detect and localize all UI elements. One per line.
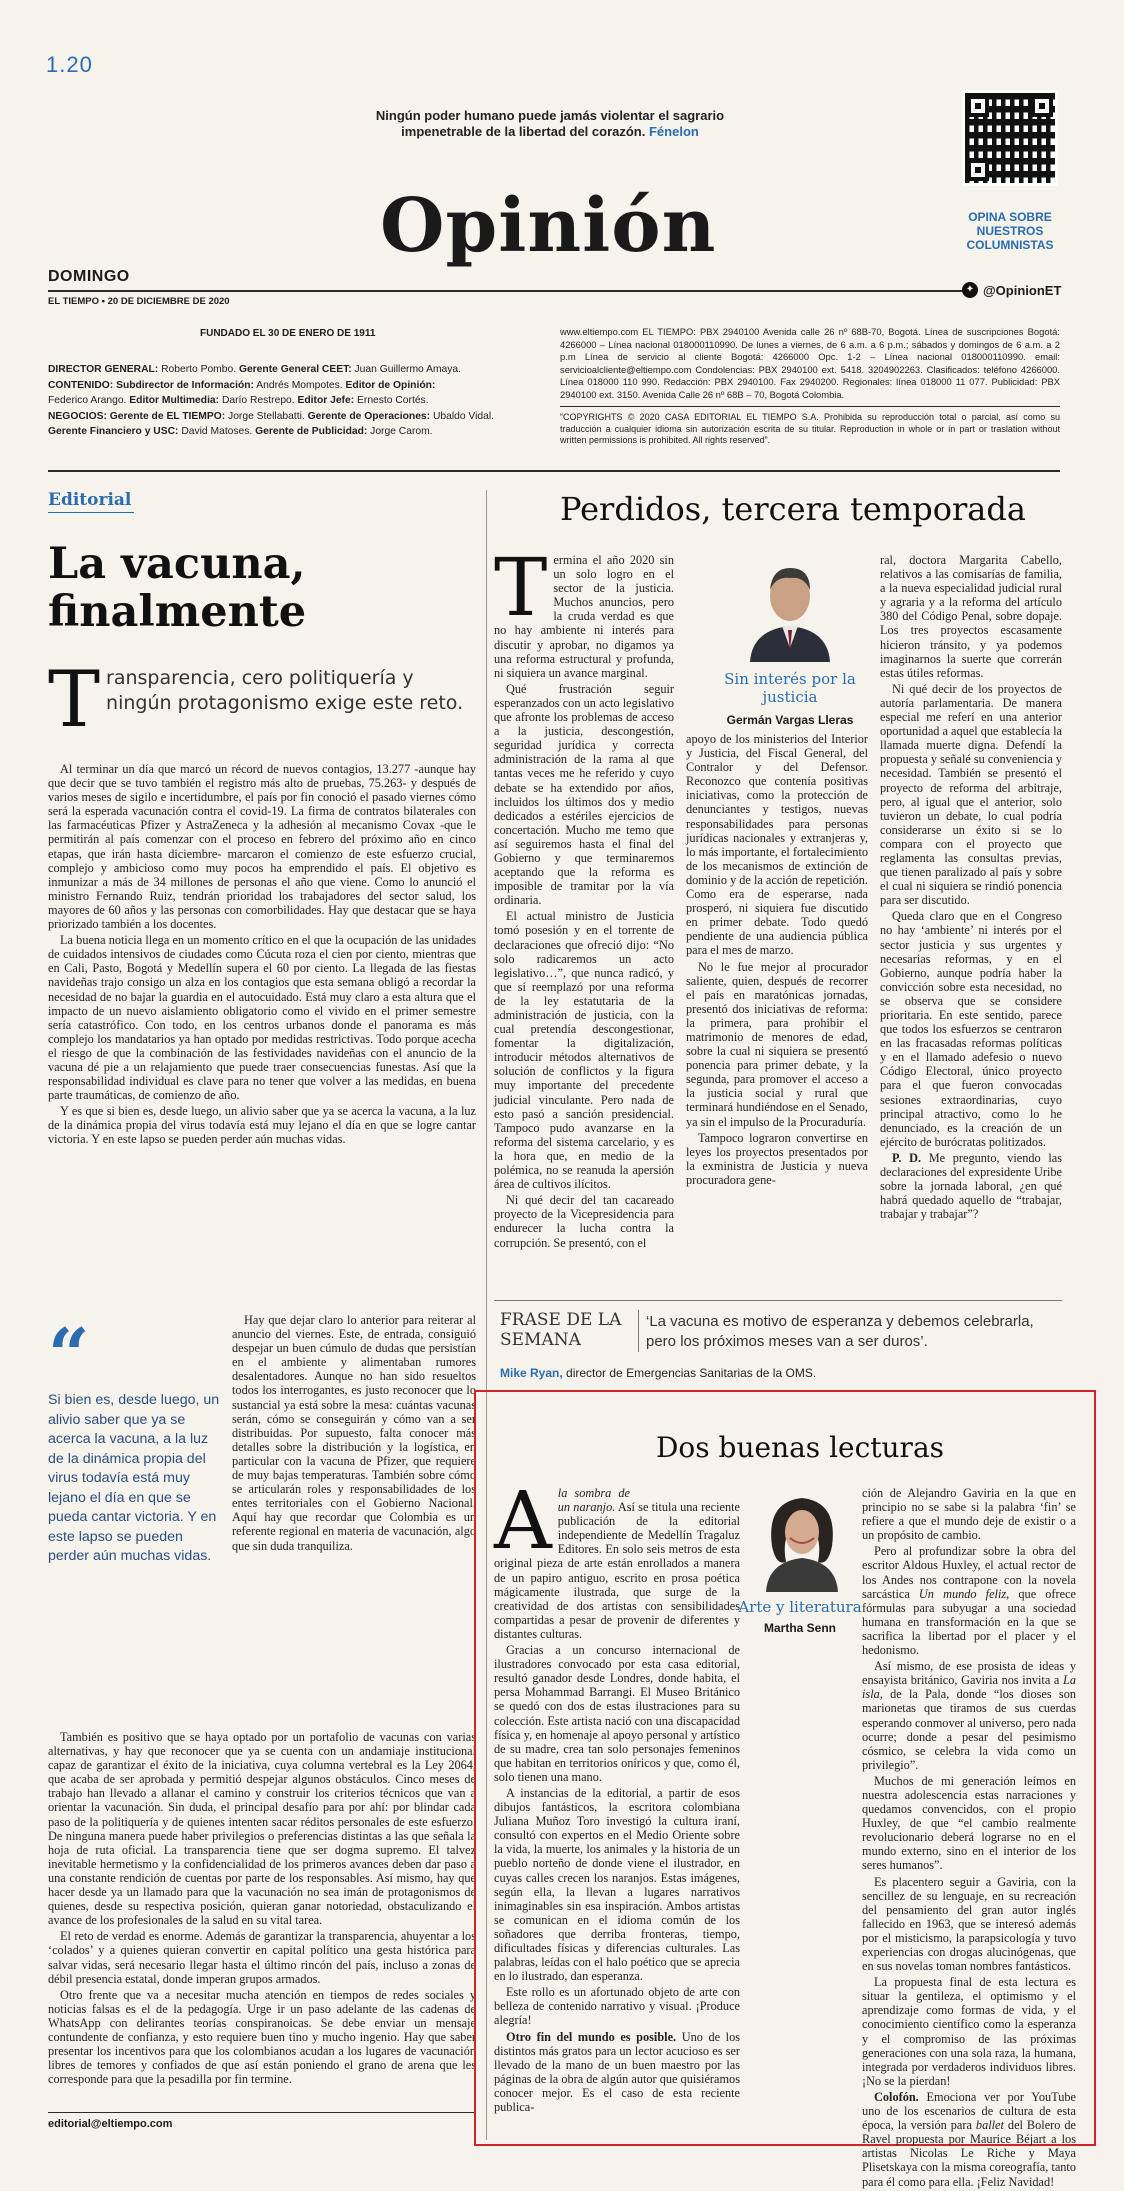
editorial-lead bbox=[48, 655, 468, 745]
drop-cap: A bbox=[494, 1474, 552, 1567]
editorial-paragraph: El reto de verdad es enorme. Además de garantizar la transparencia, ahuyentar a los ‘colados’ y a quienes quieran convertir en capital político una gesta histórica para salvar vidas, será necesario llegar hasta el último rincón del país, incluso a zonas de débil presencia estatal, donde imperan grupos armados. bbox=[48, 1929, 476, 1986]
column-paragraph: Ni qué decir del tan cacareado proyecto de la Vicepresidencia para endurecer la lucha contra la corrupción. Se presentó, con el bbox=[494, 1193, 674, 1250]
quote-week-label-line: FRASE DE LA bbox=[500, 1310, 622, 1330]
copyright-notice: “COPYRIGHTS © 2020 CASA EDITORIAL EL TIEMPO S.A. Prohibida su reproducción total o parcial, así como su traducción a cualquier idioma sin autorización escrita de su titular. Reproduction in whole or in part or traslation without written permissions is prohibited. All rights reserved”. bbox=[560, 412, 1060, 445]
column1-right bbox=[880, 553, 1062, 1223]
twitter-link[interactable] bbox=[962, 282, 1061, 298]
column2-title: Dos buenas lecturas bbox=[655, 1431, 945, 1464]
column2-name: Arte y literatura bbox=[738, 1598, 862, 1616]
column-paragraph: El actual ministro de Justicia tomó posesión y en el torrente de declaraciones que ofreció dijo: “No solo radicaremos un acto legislativo…”, que nunca radicó, y que sí reemplazó por una reforma de la ley estatutaria de la administración de justicia, con la cual pretendía descongestionar, fomentar la digitalización, introducir métodos alternativos de solución de conflictos y la figura muy importante del precedente judicial vinculante. Pero nada de esto pasó a sanción presidencial. Tampoco pudo avanzarse en la reforma del sistema carcelario, y es la hora que, en medio de la polémica, no se reanuda la apersión área de cultivos ilícitos. bbox=[494, 909, 674, 1192]
drop-cap: T bbox=[494, 541, 548, 634]
column-paragraph: ción de Alejandro Gaviria en la que en principio no se sabe si la palabra ‘fin’ se refiere a que el mundo deje de existir o a un propósito de cambio. bbox=[862, 1486, 1076, 1543]
editorial-title-line: finalmente bbox=[48, 587, 307, 637]
founded-line: FUNDADO EL 30 DE ENERO DE 1911 bbox=[200, 328, 376, 339]
column-paragraph: Tampoco lograron convertirse en leyes los proyectos presentados por la exministra de Justicia y nueva procuradora gene- bbox=[686, 1130, 868, 1187]
column-paragraph: Uno de los distintos más gratos para un lector acucioso es ser llevado de la mano de un buen maestro por las páginas de la obra de algún autor que quisiéramos conocer mejor. Es el caso de esta reciente publica- bbox=[494, 2029, 741, 2115]
editorial-title-line: La vacuna, bbox=[48, 539, 306, 589]
twitter-handle: @OpinionET bbox=[983, 282, 1062, 298]
column2-left bbox=[494, 1474, 741, 2116]
author-photo-icon bbox=[742, 552, 838, 662]
editorial-body-top bbox=[48, 762, 476, 1149]
quote-week-label bbox=[500, 1310, 621, 1350]
column-paragraph: Ni qué decir de los proyectos de autoría parlamentaria. De manera especial me referí en una anterior oportunidad a aquel que establecía la llamada muerte digna. Defendí la propuesta y señalé su conveniencia y necesidad. También se presentó el proyecto de reforma del arbitraje, pero, al igual que el anterior, solo tuvieron un debate, lo cual podría considerarse un éxito si se lo compara con el proyecto que reglamenta las consultas previas, que tienen paralizado al país y sobre el cual ni siquiera se rindió ponencia para ser discutido. bbox=[880, 681, 1062, 908]
date-line: EL TIEMPO • 20 DE DICIEMBRE DE 2020 bbox=[48, 296, 230, 307]
page-number: 1.20 bbox=[46, 52, 93, 77]
quote-line-2: impenetrable de la libertad del corazón. bbox=[401, 124, 646, 139]
column-title: Perdidos, tercera temporada bbox=[560, 490, 1026, 528]
column2-author: Martha Senn bbox=[763, 1621, 836, 1635]
staff-credits: DIRECTOR GENERAL: Roberto Pombo. Gerente General CEET: Juan Guillermo Amaya. CONTENIDO: Subdirector de Información: Andrés Mompotes. Editor de Opinión: Federico Arango. Editor Multimedia: Darío Restrepo. Editor Jefe: Ernesto Cortés. NEGOCIOS: Gerente de EL TIEMPO: Jorge Stellabatti. Gerente de Operaciones: Ubaldo Vidal. Gerente Financiero y USC: David Matoses. Gerente de Publicidad: Jorge Carom. bbox=[48, 364, 495, 438]
editorial-email[interactable]: editorial@eltiempo.com bbox=[48, 2118, 173, 2130]
column-paragraph: Así se titula una reciente publicación de la editorial independiente de Medellín Tragaluz Editores. En solo seis metros de esta original pieza de arte están enrollados a manera de un papiro antiguo, escrito en prosa poética mágicamente ilustrada, que surge de la creatividad de dos artistas con sensibilidades compartidas a pesar de provenir de diferentes y distantes culturas. bbox=[494, 1500, 740, 1641]
section-lead: Colofón. bbox=[874, 2089, 919, 2104]
column-paragraph: Es placentero seguir a Gaviria, con la sencillez de su lenguaje, en su recreación del pensamiento del gran autor inglés fallecido en 1963, que se interesó además por el misticismo, la parapsicología y tuvo experiencias con drogas alucinógenas, que en sus novelas toman nombres fantásticos. bbox=[862, 1874, 1076, 1974]
ps-text: Me pregunto, viendo las declaraciones del expresidente Uribe sobre la jornada laboral, ¿en qué habrá quedado aquello de “trabajar, trabajar y trabajar”? bbox=[880, 1150, 1062, 1222]
column-paragraph: No le fue mejor al procurador saliente, quien, después de recorrer el país en maratónicas jornadas, presentó dos iniciativas de reforma: la primera, para prohibir el matrimonio de menores de edad, sobre la cual ni siquiera se presentó ponencia para primer debate, y la segunda, para promover el acceso a la justicia social y rural que terminará hundiéndose en el Senado, ya sin el impulso de la Procuraduría. bbox=[686, 959, 868, 1129]
editorial-paragraph: Hay que dejar claro lo anterior para reiterar al anuncio del viernes. Este, de entrada, consiguió despejar un buen cúmulo de dudas que persistían en el ambiente y alimentaban rumores desalentadores. Aunque no han sido resueltos todos los interrogantes, es justo reconocer que lo sustancial ya está sobre la mesa: cuántas vacunas serán, cómo se conseguirán y cómo van a ser distribuidas. Por supuesto, falta conocer más detalles sobre la distribución y la logística, en particular con la vacuna de Pfizer, que requiere de muy bajas temperaturas. También sobre cómo se articularán roles y responsabilidades de los entes territoriales con el Gobierno Nacional. Aquí hay que recordar que Colombia es un referente regional en materia de vacunación, algo que sin duda tranquiliza. bbox=[232, 1313, 476, 1553]
editorial-paragraph: Y es que si bien es, desde luego, un alivio saber que ya se acerca la vacuna, a la luz de la dinámica propia del virus todavía está muy lejano el día en que se logre cantar victoria. Y en este lapso se pueden perder aún muchas vidas. bbox=[48, 1104, 476, 1147]
qr-code[interactable] bbox=[962, 90, 1058, 186]
editorial-paragraph: Al terminar un día que marcó un récord de nuevos contagios, 13.277 -aunque hay que decir que se tuvo también el registro más alto de pruebas, 75.263- y después de varios meses de sigilo e incertidumbre, el país por fin conoció el pasado viernes cómo será la esperada vacunación contra el covid-19. La firma de contratos bilaterales con las farmacéuticas Pfizer y AstraZeneca y la adhesión al mecanismo Covax -que le permitirán al país comenzar con el proceso en febrero del próximo año en cinco etapas, que irán hasta diciembre- marcaron el comienzo de este esfuerzo crucial, complejo y ambicioso como muy pocos ha emprendido el país. El objetivo es inmunizar a más de 34 millones de personas el año que viene. Como lo anunció el ministro Fernando Ruiz, tendrán prioridad los trabajadores del sector salud, los mayores de 60 años y las personas con comorbilidades. Hay que destacar que se haya priorizado también a los docentes. bbox=[48, 762, 476, 932]
section-title: Opinión bbox=[380, 183, 717, 269]
column-paragraph: A instancias de la editorial, a partir de esos dibujos fantásticos, la escritora colombiana Juliana Muñoz Toro investigó la cultura iraní, consultó con expertos en el Medio Oriente sobre la vida, la muerte, los animales y la historia de un pueblo norteño de donde viene el ilustrador, en cuyas calles crecen los naranjos. Estas imágenes, según ella, la llevan a lugares narrativos inimaginables sin esa inspiración. Ambos artistas se comunican en el idioma común de los soñadores que derriba fronteras, tiempo, dificultades físicas y diferencias culturales. Las palabras, leídas con el halo poético que se aprecia en lo ilustrado, dan esperanza. bbox=[494, 1785, 740, 1984]
column-author: Germán Vargas Lleras bbox=[726, 713, 854, 727]
lead-text: ransparencia, cero politiquería y ningún protagonismo exige este reto. bbox=[106, 667, 464, 714]
quote-week-label-line: SEMANA bbox=[500, 1330, 581, 1350]
editorial-body-mid bbox=[232, 1313, 476, 1555]
quote-week-attribution bbox=[500, 1366, 816, 1380]
column-paragraph: Qué frustración seguir esperanzados con un acto legislativo que afronte los problemas de acceso a la justicia, descongestión, seguridad jurídica y correcta administración de la rama al que tantas veces me he referido y cuyo debate se ha extendido por años, incluidos los últimos dos y medio dedicados a estériles ejercicios de concertación. Mucho me temo que así seguiremos hasta el final del Gobierno y que terminaremos aceptando que la reforma es imposible de tramitar por la vía ordinaria. bbox=[494, 681, 674, 908]
author-portrait bbox=[742, 552, 838, 662]
pull-quote bbox=[48, 1312, 223, 1567]
column-paragraph: Este rollo es un afortunado objeto de arte con belleza de contenido narrativo y visual. ¡Produce alegría! bbox=[494, 1985, 740, 2028]
author-photo-icon bbox=[752, 1482, 852, 1592]
qr-caption-line: NUESTROS bbox=[976, 224, 1044, 238]
column1-middle bbox=[686, 732, 868, 1189]
quote-week-author: Mike Ryan, bbox=[500, 1366, 563, 1380]
book-title: Un mundo feliz, bbox=[918, 1586, 1010, 1601]
book-title: la sombra de un naranjo. bbox=[557, 1486, 630, 1515]
drop-cap: T bbox=[48, 655, 101, 745]
column-name-line: justicia bbox=[762, 688, 818, 706]
quote-week-text: ‘La vacuna es motivo de esperanza y debemos celebrarla, pero los próximos meses van a ser duros’. bbox=[646, 1313, 1034, 1350]
column-paragraph: Queda claro que en el Congreso no hay ‘ambiente’ ni interés por el sector justicia y sus urgentes y necesarias reformas, y en el Gobierno, aunque podría haber la convicción sobre esta necesidad, no se observa que se considere prioritaria. En este sentido, parece que todos los esfuerzos se centraron en las fracasadas reformas políticas y en el llamado adefesio o nuevo Código Electoral, único proyecto para el que fueron convocadas sesiones extraordinarias, cuyo principal atractivo, como lo he denunciado, es la creación de un ejército de burócratas politizados. bbox=[880, 909, 1062, 1149]
column-paragraph: Muchos de mi generación leímos en nuestra adolescencia estas narraciones y quedamos convencidos, con el propio Huxley, de que “el cambio realmente revolucionario deberá lograrse no en el mundo externo, sino en el interior de los seres humanos”. bbox=[862, 1773, 1076, 1873]
pull-quote-text: Si bien es, desde luego, un alivio saber que ya se acerca la vacuna, a la luz de la dinámica propia del virus todavía está muy lejano el día en que se pueda cantar victoria. Y en este lapso se pueden perder aún muchas vidas. bbox=[48, 1392, 220, 1564]
twitter-icon: ✦ bbox=[962, 282, 978, 298]
author-portrait bbox=[752, 1482, 852, 1592]
column1-left bbox=[494, 541, 674, 1252]
editorial-body-bottom bbox=[48, 1730, 476, 2088]
editorial-paragraph: También es positivo que se haya optado por un portafolio de vacunas con varias alternativas, y hay que reconocer que ya se cuenta con un andamiaje institucional capaz de garantizar el éxito de la iniciativa, cuya columna vertebral es la Ley 2064, que acaba de ser aprobada y permitió despejar algunos obstáculos. Cinco meses de trabajo han llevado a allanar el camino y construir los criterios técnicos que van a orientar la vacunación. Sin duda, el principal desafío para por ahí: por blindar cada paso de la politiquería y de quienes intenten sacar réditos personales de este esfuerzo. De ninguna manera puede haber privilegios o preferencias distintas a las que señala la hoja de ruta oficial. La transparencia tiene que ser dogma supremo. El talvez inevitable hermetismo y la confidencialidad de los primeros avances deben dar paso a una constante rendición de cuentas por parte de los responsables. Así mismo, hay que hacer desde ya un llamado para que la vacunación no sea imán de protagonismos de quienes, desde su respectiva posición, quieran ganar notoriedad, obstaculizando el avance de los profesionales de la salud en su vital tarea. bbox=[48, 1730, 476, 1928]
column-paragraph: Gracias a un concurso internacional de ilustradores convocado por esta casa editorial, resultó ganador desde Londres, donde habita, el persa Mohammad Barrangi. El Museo Británico se quedó con dos de estas ilustraciones para su colección. Este artista nació con una discapacidad física y, en homenaje al apoyo personal y artístico de su madre, crea tan solo personajes femeninos que habitan en territorios oníricos y que, como él, solo tienen una mano. bbox=[494, 1643, 740, 1784]
quote-author: Fénelon bbox=[648, 124, 699, 139]
editorial-paragraph: Otro frente que va a necesitar mucha atención en tiempos de redes sociales y noticias falsas es el de la pedagogía. Urge ir un paso adelante de las cadenas de WhatsApp con delirantes teorías conspiranoicas. Se debe enviar un mensaje contundente de confianza, y esto requiere buen tino y mucho ingenio. Hay que saber presentar los incentivos para que los colombianos acudan a los lugares de vacunación libres de temores y confiados de que así están poniendo el grano de arena que les corresponde para que la pesadilla por fin termine. bbox=[48, 1987, 476, 2087]
day-label: DOMINGO bbox=[48, 268, 130, 285]
qr-caption bbox=[950, 210, 1070, 252]
masthead-quote bbox=[300, 108, 800, 140]
editorial-kicker: Editorial bbox=[48, 490, 132, 510]
qr-caption-line: OPINA SOBRE bbox=[968, 210, 1052, 224]
editorial-paragraph: La buena noticia llega en un momento crítico en el que la ocupación de las unidades de cuidados intensivos de ciudades como Cúcuta roza el cien por ciento, mientras que en Cali, Pasto, Bogotá y Medellín supera el 60 por ciento. La llegada de las fiestas navideñas trajo consigo un alza en los contagios que esta semana obligó a recordar la necesidad de no bajar la guardia en el autocuidado. Está muy claro a esta altura que el impacto de un nuevo aislamiento obligatorio como el vivido en el primer semestre sería catastrófico. Con todo, en los centros urbanos donde el panorama es más complejo los mandatarios ya han optado por medidas restrictivas. Todo porque acecha el riesgo de que la combinación de las festividades navideñas con el anuncio de la vacuna dé pie a un relajamiento que puede traer consecuencias funestas. Así que la responsabilidad individual es clave para no tener que volver a las medidas, en buena parte traumáticas, de comienzo de año. bbox=[48, 933, 476, 1103]
contact-info: www.eltiempo.com EL TIEMPO: PBX 2940100 Avenida calle 26 nº 68B-70, Bogotá. Línea de suscripciones Bogotá: 4266000 – Línea nacional 018000110990. De lunes a viernes, de 6 a.m. a 6 p.m.; sábados y domingos de 6 a.m. a 2 p.m Línea de servicio al cliente Bogotá: 4266000 Opc. 1-2 – Línea nacional 018000110990. email: servicioalcliente@eltiempo.com Condolencias: PBX 2940100 ext. 5418. 3204902263. Clasificados: teléfono 4266000. Línea 018000 110 990. Redacción: PBX 2940100. Fax 2940200. Regionales: línea 018000 11 077. Publicidad: PBX 2940100 ext. 3150. Avenida Calle 26 nº 68B – 70, Bogotá Colombia. bbox=[560, 326, 1060, 400]
column-name bbox=[700, 670, 880, 706]
column-paragraph: ral, doctora Margarita Cabello, relativos a las comisarías de familia, a la nueva especialidad judicial rural y agraria y a la reforma del artículo 380 del Código Penal, sobre dopaje. Los tres proyectos escasamente hicieron tránsito, y ya podemos imaginarnos la suerte que correrán estas útiles reformas. bbox=[880, 553, 1062, 680]
column-paragraph: apoyo de los ministerios del Interior y Justicia, del Fiscal General, del Contralor y del Defensor. Reconozco que contenía positivas iniciativas, como la protección de denunciantes y testigos, nuevas responsabilidades para personas jurídicas nacionales y extranjeras y, lo más importante, el fortalecimiento de los mecanismos de extinción de dominio y de la acción de repetición. Como era de esperarse, nada prosperó, ni siquiera fue discutido en primer debate. Todo quedó pendiente de una audiencia pública para el mes de marzo. bbox=[686, 732, 869, 958]
column-paragraph: ermina el año 2020 sin un solo logro en el sector de la justicia. Muchos anuncios, pero la cruda verdad es que no hay ambiente ni interés para discutir y aprobar, no digamos ya una reforma estructural y profunda, ni siquiera un avance marginal. bbox=[494, 553, 674, 680]
column-name-line: Sin interés por la bbox=[724, 670, 856, 688]
column-paragraph: La propuesta final de esta lectura es situar la gentileza, el optimismo y el aprendizaje como formas de vida, y el conocimiento científico como la esperanza y el compromiso de las próximas generaciones con una sola raza, la humana, integrada por verdaderos individuos libres. ¡No se la pierdan! bbox=[862, 1975, 1076, 2088]
ps-label: P. D. bbox=[892, 1150, 922, 1165]
editorial-title bbox=[48, 540, 306, 636]
section-lead: Otro fin del mundo es posible. bbox=[506, 2029, 677, 2044]
quote-mark-icon: “ bbox=[48, 1312, 90, 1397]
column2-intro-wrap bbox=[630, 1486, 740, 1487]
quote-line-1: Ningún poder humano puede jamás violentar el sagrario bbox=[375, 108, 725, 123]
qr-caption-line: COLUMNISTAS bbox=[966, 238, 1054, 252]
quote-week-role: director de Emergencias Sanitarias de la OMS. bbox=[562, 1366, 817, 1380]
book-title: La isla, bbox=[862, 1673, 1076, 1702]
column2-right: ción de Alejandro Gaviria en la que en principio no se sabe si la palabra ‘fin’ se refiere a que el mundo deje de existir o a un propósito de cambio. Pero al profundizar sobre la obra del escritor Aldous Huxley, el actual rector de los Andes nos contrapone con la novela sarcástica Un mundo feliz, que ofrece fórmulas para subyugar a una sociedad humana en transformación en la que se sacrifica la libertad por el placer y el hedonismo. Así mismo, de ese prosista de ideas y ensayista británico, Gaviria nos invita a La isla, de la Pala, donde “los dioses son marionetas que tiramos de sus cuerdas esperando conmover al universo, pero nada ocurre; donde a pesar del pesimismo cósmico, se celebra la vida como un privilegio”. Muchos de mi generación leímos en nuestra adolescencia estas narraciones y quedamos convencidos, con el propio Huxley, de que “el cambio realmente revolucionario deberá lograrse no en el mundo externo, sino en el interior de los seres humanos”. Es placentero seguir a Gaviria, con la sencillez de su lenguaje, en su recreación del pensamiento del gran autor inglés fallecido en 1963, que se interesó además por el misticismo, la parapsicología y tuvo experiencias con drogas alucinógenas, que en sus novelas toman nombres fantásticos. La propuesta final de esta lectura es situar la gentileza, el optimismo y el aprendizaje como formas de vida, y el conocimiento científico como la esperanza y el compromiso de las próximas generaciones con una sola raza, la humana, integrada por verdaderos individuos libres. ¡No se la pierdan! Colofón. Emociona ver por YouTube uno de los escenarios de cultura de esta época, la versión para ballet del Bolero de Ravel propuesta por Maurice Béjart a los artistas Nicolas Le Riche y Maya Plisetskaya con la misma coreografía, tanto para él como para ella. ¡Feliz Navidad! bbox=[862, 1486, 1076, 2189]
